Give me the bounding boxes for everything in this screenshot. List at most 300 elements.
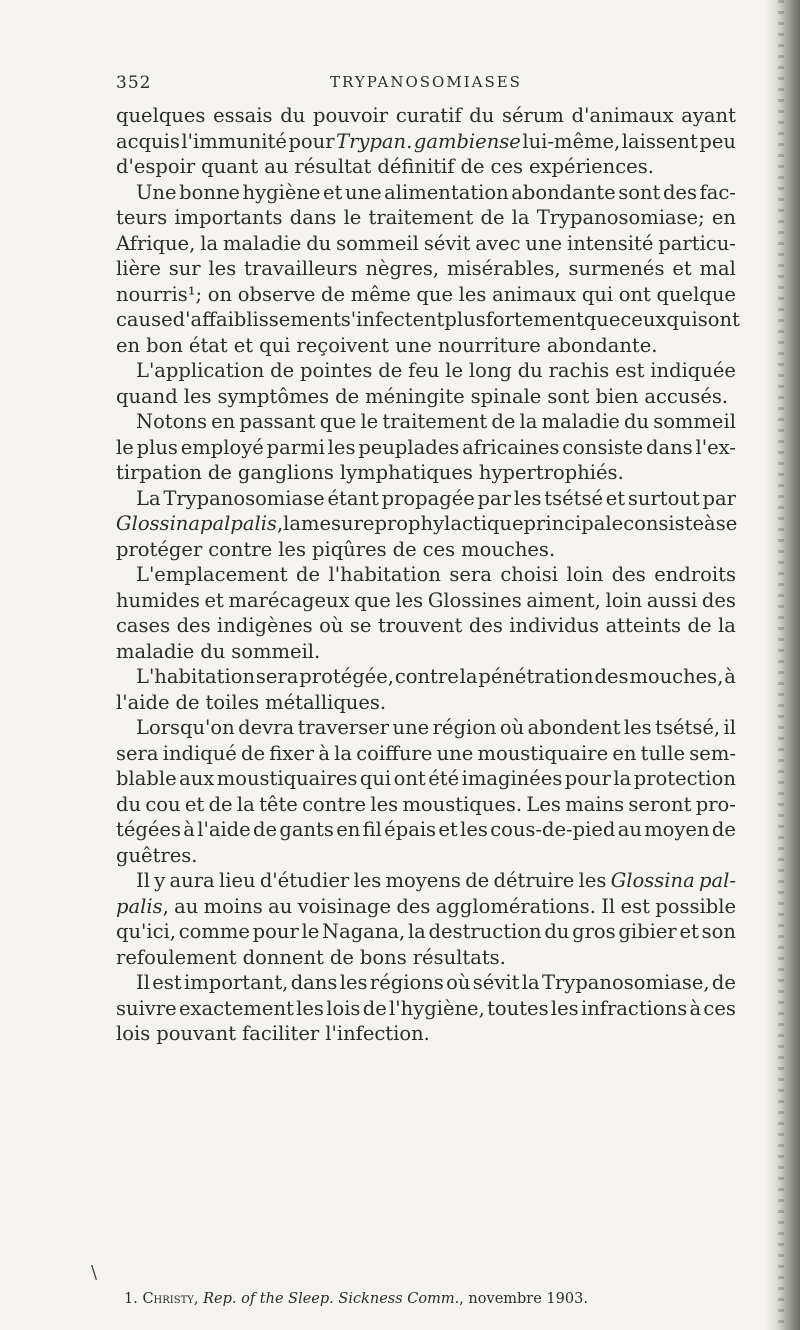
word: des xyxy=(594,665,629,688)
word: dans xyxy=(290,971,338,994)
word: ceux xyxy=(620,308,667,331)
word: bons xyxy=(359,945,407,969)
word: une xyxy=(525,231,563,255)
word: seront xyxy=(628,792,692,816)
word: sont xyxy=(547,384,590,408)
word: cause xyxy=(116,308,173,331)
word: aura xyxy=(169,869,215,892)
word: la xyxy=(521,971,540,994)
word: de xyxy=(207,461,232,484)
word: le xyxy=(360,410,379,433)
word: par xyxy=(477,486,511,510)
word: une xyxy=(395,333,432,357)
italic-word: palpalis, xyxy=(200,512,284,535)
text-line xyxy=(116,103,736,129)
word: accusés. xyxy=(644,384,729,408)
word: sera xyxy=(255,665,299,688)
text-line xyxy=(116,792,736,818)
word: de xyxy=(465,869,490,892)
word: L'habitation xyxy=(136,665,256,688)
word: piqûres xyxy=(311,537,387,561)
word: où xyxy=(446,971,471,994)
word: cou xyxy=(145,792,181,816)
word: définitif xyxy=(377,155,455,178)
word: l'habitation xyxy=(328,563,441,586)
word: moustiquaire xyxy=(477,741,609,765)
word: aussi xyxy=(646,588,698,612)
word: une xyxy=(344,180,382,204)
word: résultats. xyxy=(412,945,506,969)
word: dans xyxy=(289,206,337,229)
word: d'étudier xyxy=(259,869,350,892)
word: qui xyxy=(581,282,614,306)
text-line xyxy=(116,817,736,843)
word: tête xyxy=(259,792,298,816)
word: moyens xyxy=(385,869,461,892)
word: propagée xyxy=(381,486,475,510)
word: Une xyxy=(136,180,177,204)
word: se xyxy=(349,614,372,637)
word: de xyxy=(711,971,736,994)
italic-word: pal- xyxy=(698,869,736,892)
word: en xyxy=(116,333,141,357)
word: été xyxy=(428,767,460,790)
page-number: 352 xyxy=(116,73,152,93)
word: essais xyxy=(213,104,273,127)
word: protégée, xyxy=(299,665,394,688)
word: et xyxy=(679,920,699,943)
word: Il xyxy=(136,869,150,892)
word: symptômes xyxy=(217,384,330,408)
word: rachis xyxy=(548,359,610,382)
text-line xyxy=(116,868,736,894)
word: les xyxy=(458,282,487,306)
word: importants xyxy=(174,206,283,229)
word: régions xyxy=(369,971,444,994)
word: lieu xyxy=(218,869,256,892)
word: qu'ici, xyxy=(116,920,176,943)
word: contre xyxy=(302,792,367,816)
word: toiles xyxy=(205,690,260,714)
word: sommeil xyxy=(336,231,419,255)
word: en xyxy=(612,741,637,765)
word: pouvant xyxy=(156,1022,237,1045)
text-line xyxy=(116,358,736,384)
word: atteints xyxy=(605,614,682,637)
word: les xyxy=(339,971,368,994)
text-line xyxy=(116,639,736,665)
word: au xyxy=(264,155,289,178)
word: toutes xyxy=(487,996,549,1020)
word: l'ex- xyxy=(695,435,736,459)
word: maladie xyxy=(223,231,302,255)
word: exactement xyxy=(178,996,294,1020)
footnote-source: Rep. of the Sleep. Sickness Comm. xyxy=(203,1291,460,1307)
word: sera xyxy=(449,563,492,586)
word: passant xyxy=(239,410,316,433)
text-line xyxy=(116,715,736,741)
word: indigènes xyxy=(217,614,313,637)
word: plus xyxy=(444,308,486,331)
word: traverser xyxy=(297,716,390,739)
italic-word: gambiense xyxy=(413,129,521,153)
word: qui xyxy=(666,308,698,331)
word: moustiques. xyxy=(402,792,523,816)
word: devra xyxy=(238,716,295,739)
word: gants xyxy=(279,818,334,841)
word: la xyxy=(459,665,478,688)
word: mouches. xyxy=(461,537,556,561)
text-line xyxy=(116,129,736,155)
word: quand xyxy=(116,384,178,408)
text-line xyxy=(116,996,736,1022)
word: teurs xyxy=(116,206,168,229)
word: les xyxy=(296,996,324,1020)
word: Nagana, xyxy=(322,920,406,943)
word: région xyxy=(432,716,497,739)
word: du xyxy=(544,920,570,943)
word: de xyxy=(335,384,360,408)
word: qui xyxy=(359,767,392,790)
word: il xyxy=(723,716,736,739)
word: alimentation xyxy=(384,180,509,204)
word: sommeil. xyxy=(231,639,321,663)
word: les xyxy=(513,486,542,510)
word: est xyxy=(615,359,645,382)
book-binding-edge xyxy=(766,0,800,1330)
text-line xyxy=(116,766,736,792)
word: abondent xyxy=(527,716,621,739)
word: ont xyxy=(393,767,426,790)
word: l'immunité xyxy=(181,129,287,153)
text-line xyxy=(116,945,736,971)
word: sommeil xyxy=(653,410,736,433)
text-line xyxy=(116,154,736,180)
word: expériences. xyxy=(529,155,654,178)
word: Les xyxy=(526,792,561,816)
text-line xyxy=(116,562,736,588)
word: des xyxy=(468,614,503,637)
word: où xyxy=(319,614,344,637)
word: loin xyxy=(566,563,604,586)
word: suivre xyxy=(116,996,177,1020)
italic-word: palis, xyxy=(116,894,169,918)
text-line xyxy=(116,588,736,614)
word: la xyxy=(283,512,302,535)
word: d'affaiblissement xyxy=(172,308,341,331)
text-line xyxy=(116,537,736,563)
text-line xyxy=(116,409,736,435)
word: de xyxy=(296,563,321,586)
word: que xyxy=(583,308,621,331)
word: détruire xyxy=(493,869,575,892)
word: trouvent xyxy=(377,614,463,637)
word: l'aide xyxy=(197,818,251,841)
footnote-date: , novembre 1903. xyxy=(459,1291,588,1307)
word: dans xyxy=(645,435,693,459)
word: même xyxy=(350,282,411,306)
word: et xyxy=(672,257,692,280)
word: d'espoir xyxy=(116,155,196,178)
word: s'infectent xyxy=(340,308,445,331)
word: pour xyxy=(252,920,299,943)
word: lui-même, xyxy=(522,129,621,153)
word: mouches, xyxy=(629,665,724,688)
word: des xyxy=(662,180,697,204)
word: de xyxy=(491,410,516,433)
word: de xyxy=(378,359,403,382)
word: de xyxy=(241,741,266,765)
word: sévit xyxy=(423,231,471,255)
word: individus xyxy=(509,614,600,637)
word: plus xyxy=(136,435,178,459)
word: et xyxy=(438,818,458,841)
word: quelques xyxy=(116,104,206,127)
word: la xyxy=(613,767,632,790)
word: ces xyxy=(490,155,524,178)
word: comme xyxy=(178,920,250,943)
word: moyen xyxy=(644,818,710,841)
text-line xyxy=(116,180,736,206)
text-line xyxy=(116,1021,736,1047)
word: Il xyxy=(601,894,616,918)
word: et xyxy=(204,588,224,612)
word: indiqué xyxy=(162,741,237,765)
word: particu- xyxy=(658,231,736,255)
word: contre xyxy=(394,665,459,688)
word: agglomérations. xyxy=(435,894,596,918)
word: les xyxy=(623,716,652,739)
word: et xyxy=(323,180,343,204)
word: des xyxy=(611,563,646,586)
word: ayant xyxy=(681,104,736,127)
word: et xyxy=(184,792,205,816)
text-line xyxy=(116,460,736,486)
word: nourris¹; xyxy=(116,282,203,306)
word: parmi xyxy=(266,435,325,459)
word: en xyxy=(211,410,236,433)
word: bien xyxy=(595,384,639,408)
word: abondante xyxy=(511,180,616,204)
text-line xyxy=(116,613,736,639)
word: méningite xyxy=(365,384,465,408)
word: des xyxy=(701,588,736,612)
word: peuplades xyxy=(358,435,460,459)
word: tégées xyxy=(116,818,181,841)
word: les xyxy=(550,996,579,1020)
word: le xyxy=(445,359,464,382)
word: Glossines xyxy=(427,588,522,612)
word: pénétration xyxy=(478,665,594,688)
word: observe xyxy=(237,282,316,306)
word: bonne xyxy=(179,180,240,204)
word: fortement xyxy=(485,308,584,331)
word: y xyxy=(154,869,166,892)
word: animaux xyxy=(492,282,577,306)
word: du xyxy=(280,104,306,127)
word: principale xyxy=(523,512,624,535)
word: hygiène xyxy=(242,180,321,204)
word: tirpation xyxy=(116,461,202,484)
word: est xyxy=(620,894,650,918)
word: de xyxy=(711,818,736,841)
italic-word: Glossina xyxy=(610,869,695,892)
word: spinale xyxy=(470,384,542,408)
word: du xyxy=(517,359,543,382)
word: nourriture xyxy=(437,333,541,357)
word: L'application xyxy=(136,359,265,382)
footnote-author: Christy xyxy=(142,1291,194,1307)
word: contre xyxy=(208,537,273,561)
word: donnent xyxy=(242,945,324,969)
word: destruction xyxy=(428,920,542,943)
word: Trypanosomiase; xyxy=(536,206,705,229)
word: son xyxy=(701,920,736,943)
word: du xyxy=(306,231,332,255)
word: surtout xyxy=(627,486,700,510)
word: hypertrophiés. xyxy=(478,461,624,484)
word: de xyxy=(208,792,233,816)
word: imaginées xyxy=(461,767,563,790)
running-title: TRYPANOSOMIASES xyxy=(330,73,522,91)
word: humides xyxy=(116,588,200,612)
word: traitement xyxy=(382,410,488,433)
word: bon xyxy=(146,333,183,357)
word: des xyxy=(396,894,431,918)
footnote: 1. Christy, Rep. of the Sleep. Sickness Comm., novembre 1903. xyxy=(124,1291,588,1307)
text-line xyxy=(116,486,736,512)
word: coiffure xyxy=(356,741,433,765)
word: Il xyxy=(136,971,150,994)
word: de xyxy=(329,945,354,969)
word: refoulement xyxy=(116,945,237,969)
text-line xyxy=(116,664,736,690)
text-line xyxy=(116,307,740,333)
word: sera xyxy=(116,741,159,765)
word: curatif xyxy=(395,104,462,127)
word: les xyxy=(370,792,399,816)
word: des xyxy=(176,614,211,637)
word: laissent xyxy=(621,129,698,153)
text-line xyxy=(116,511,736,537)
word: aux xyxy=(179,767,215,790)
word: La xyxy=(136,486,161,510)
page-header xyxy=(116,73,736,99)
word: par xyxy=(702,486,736,510)
word: nègres, xyxy=(365,257,440,280)
word: Trypanosomiase, xyxy=(541,971,710,994)
word: important, xyxy=(184,971,289,994)
word: les xyxy=(327,435,356,459)
word: pour xyxy=(564,767,611,790)
word: sérum xyxy=(502,104,564,127)
word: du xyxy=(623,410,650,433)
italic-word: Glossina xyxy=(116,512,200,535)
word: reçoivent xyxy=(296,333,390,357)
word: les xyxy=(353,869,382,892)
word: pointes xyxy=(299,359,373,382)
word: faciliter xyxy=(242,1022,320,1045)
text-line xyxy=(116,919,736,945)
word: lymphatiques xyxy=(339,461,473,484)
italic-word: Trypan. xyxy=(336,129,413,153)
word: quant xyxy=(201,155,259,178)
word: étant xyxy=(327,486,379,510)
word: maladie xyxy=(541,410,620,433)
word: à xyxy=(318,741,330,765)
text-line xyxy=(116,282,736,308)
word: et xyxy=(605,486,626,510)
word: de xyxy=(480,206,505,229)
word: que xyxy=(354,588,391,612)
word: sévit xyxy=(472,971,520,994)
word: à xyxy=(724,665,736,688)
word: en xyxy=(711,206,736,229)
text-line xyxy=(116,843,736,869)
word: état xyxy=(188,333,228,357)
word: ces xyxy=(422,537,456,561)
word: loin xyxy=(605,588,643,612)
word: on xyxy=(207,282,233,306)
word: la xyxy=(511,206,530,229)
word: mal xyxy=(699,257,736,280)
text-line xyxy=(116,256,736,282)
word: d'animaux xyxy=(571,104,674,127)
word: métalliques. xyxy=(265,690,387,714)
word: sont xyxy=(618,180,661,204)
word: où xyxy=(499,716,525,739)
word: gibier xyxy=(618,920,677,943)
word: à xyxy=(704,512,716,535)
word: prophylactique xyxy=(374,512,524,535)
word: sem- xyxy=(689,741,736,765)
word: au xyxy=(617,818,642,841)
text-line xyxy=(116,435,736,461)
word: intensité xyxy=(567,231,654,255)
word: de xyxy=(175,690,200,714)
word: feu xyxy=(408,359,440,382)
word: cous-de-pied xyxy=(490,818,616,841)
word: de xyxy=(392,537,417,561)
word: consiste xyxy=(562,435,644,459)
word: Trypanosomiase xyxy=(163,486,325,510)
word: la xyxy=(200,231,219,255)
word: l'hygiène, xyxy=(389,996,485,1020)
word: L'emplacement xyxy=(136,563,288,586)
word: de xyxy=(270,359,295,382)
word: consiste xyxy=(623,512,705,535)
word: voisinage xyxy=(297,894,392,918)
word: de xyxy=(362,996,387,1020)
word: se xyxy=(715,512,738,535)
word: africaines xyxy=(462,435,560,459)
word: lière xyxy=(116,257,161,280)
word: les xyxy=(395,588,424,612)
word: quelque xyxy=(656,282,736,306)
word: pour xyxy=(288,129,335,153)
word: de xyxy=(687,614,712,637)
word: fixer xyxy=(269,741,315,765)
text-line xyxy=(116,205,736,231)
word: une xyxy=(436,741,474,765)
word: les xyxy=(208,257,237,280)
word: le xyxy=(116,435,134,459)
word: Notons xyxy=(136,410,207,433)
word: ces xyxy=(703,996,736,1020)
text-line xyxy=(116,384,736,410)
word: lois xyxy=(116,1022,151,1045)
word: à xyxy=(183,818,195,841)
